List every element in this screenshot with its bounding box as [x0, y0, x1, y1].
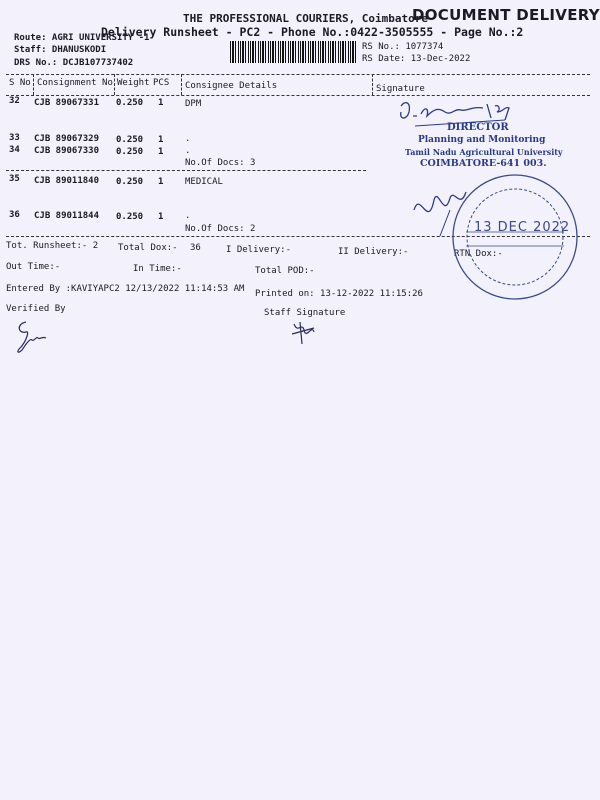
col-header-weight: Weight: [117, 78, 150, 88]
col-divider: [33, 74, 34, 95]
row-pcs: 1: [158, 177, 164, 187]
row-consignment: CJB 89067331: [34, 98, 100, 108]
col-header-signature: Signature: [376, 84, 425, 94]
col-divider: [181, 74, 182, 95]
row-sno: 35: [9, 174, 20, 184]
row-pcs: 1: [158, 135, 164, 145]
row-consignment: CJB 89011840: [34, 176, 100, 186]
row-consignment: CJB 89067330: [34, 146, 100, 156]
stamp-signature-scrawl: [410, 180, 470, 240]
rtn-dox: RTN Dox:-: [454, 249, 503, 259]
row-details: .: [185, 211, 191, 221]
director-stamp-line1: Planning and Monitoring: [418, 135, 546, 145]
total-pod: Total POD:-: [255, 266, 315, 276]
route: Route: AGRI UNIVERSITY -1: [14, 33, 150, 43]
col-divider: [372, 74, 373, 95]
row-weight: 0.250: [116, 177, 144, 187]
row-sno: 33: [9, 133, 20, 143]
row-weight: 0.250: [116, 135, 144, 145]
row-weight: 0.250: [116, 147, 144, 157]
staff-name: Staff: DHANUSKODI: [14, 45, 107, 55]
row-docs-count: No.Of Docs: 3: [185, 158, 256, 168]
runsheet-title: Delivery Runsheet - PC2 - Phone No.:0422-3505555 - Page No.:2: [101, 25, 524, 39]
total-dox-label: Total Dox:-: [118, 243, 178, 253]
row-sno: 34: [9, 145, 20, 155]
verified-by-signature: [12, 318, 52, 356]
row-details: DPM: [185, 99, 202, 109]
round-stamp-date: 13 DEC 2022: [474, 220, 571, 235]
out-time: Out Time:-: [6, 262, 61, 272]
row-weight: 0.250: [116, 98, 144, 108]
row-sno: 36: [9, 210, 20, 220]
printed-on: Printed on: 13-12-2022 11:15:26: [255, 289, 423, 299]
director-stamp-line3: COIMBATORE-641 003.: [420, 158, 547, 169]
row-group-rule: [6, 170, 366, 171]
tot-runsheet: Tot. Runsheet:- 2: [6, 241, 99, 251]
table-header-rule: [6, 95, 590, 96]
table-top-rule: [6, 74, 590, 75]
col-header-consignment: Consignment No: [37, 78, 113, 88]
row-weight: 0.250: [116, 212, 144, 222]
col-header-pcs: PCS: [153, 78, 170, 88]
row-details: MEDICAL: [185, 177, 223, 187]
row-details: .: [185, 146, 191, 156]
row-details: .: [185, 134, 191, 144]
rs-number: RS No.: 1077374: [362, 42, 444, 52]
director-stamp-title: DIRECTOR: [447, 122, 509, 133]
document-delivery-stamp: DOCUMENT DELIVERY: [412, 6, 600, 24]
row-pcs: 1: [158, 98, 164, 108]
director-stamp-line2: Tamil Nadu Agricultural University: [405, 147, 563, 157]
row-consignment: CJB 89067329: [34, 134, 100, 144]
col-header-sno: S No: [9, 78, 31, 88]
row-docs-count: No.Of Docs: 2: [185, 224, 256, 234]
director-handwritten-signature: [395, 98, 525, 132]
total-dox-value: 36: [190, 243, 201, 253]
ii-delivery: II Delivery:-: [338, 247, 409, 257]
company-name: THE PROFESSIONAL COURIERS, Coimbatore: [183, 12, 429, 25]
row-pcs: 1: [158, 147, 164, 157]
col-divider: [114, 74, 115, 95]
drs-number: DRS No.: DCJB107737402: [14, 58, 134, 68]
row-sno: 32: [9, 96, 20, 106]
col-header-consignee: Consignee Details: [185, 81, 278, 91]
barcode: [230, 41, 356, 63]
row-consignment: CJB 89011844: [34, 211, 100, 221]
staff-handwritten-signature: [288, 318, 318, 346]
i-delivery: I Delivery:-: [226, 245, 292, 255]
verified-by-label: Verified By: [6, 304, 66, 314]
entered-by: Entered By :KAVIYAPC2 12/13/2022 11:14:53 AM: [6, 284, 245, 294]
rs-date: RS Date: 13-Dec-2022: [362, 54, 471, 64]
row-pcs: 1: [158, 212, 164, 222]
in-time: In Time:-: [133, 264, 182, 274]
staff-signature-label: Staff Signature: [264, 308, 346, 318]
